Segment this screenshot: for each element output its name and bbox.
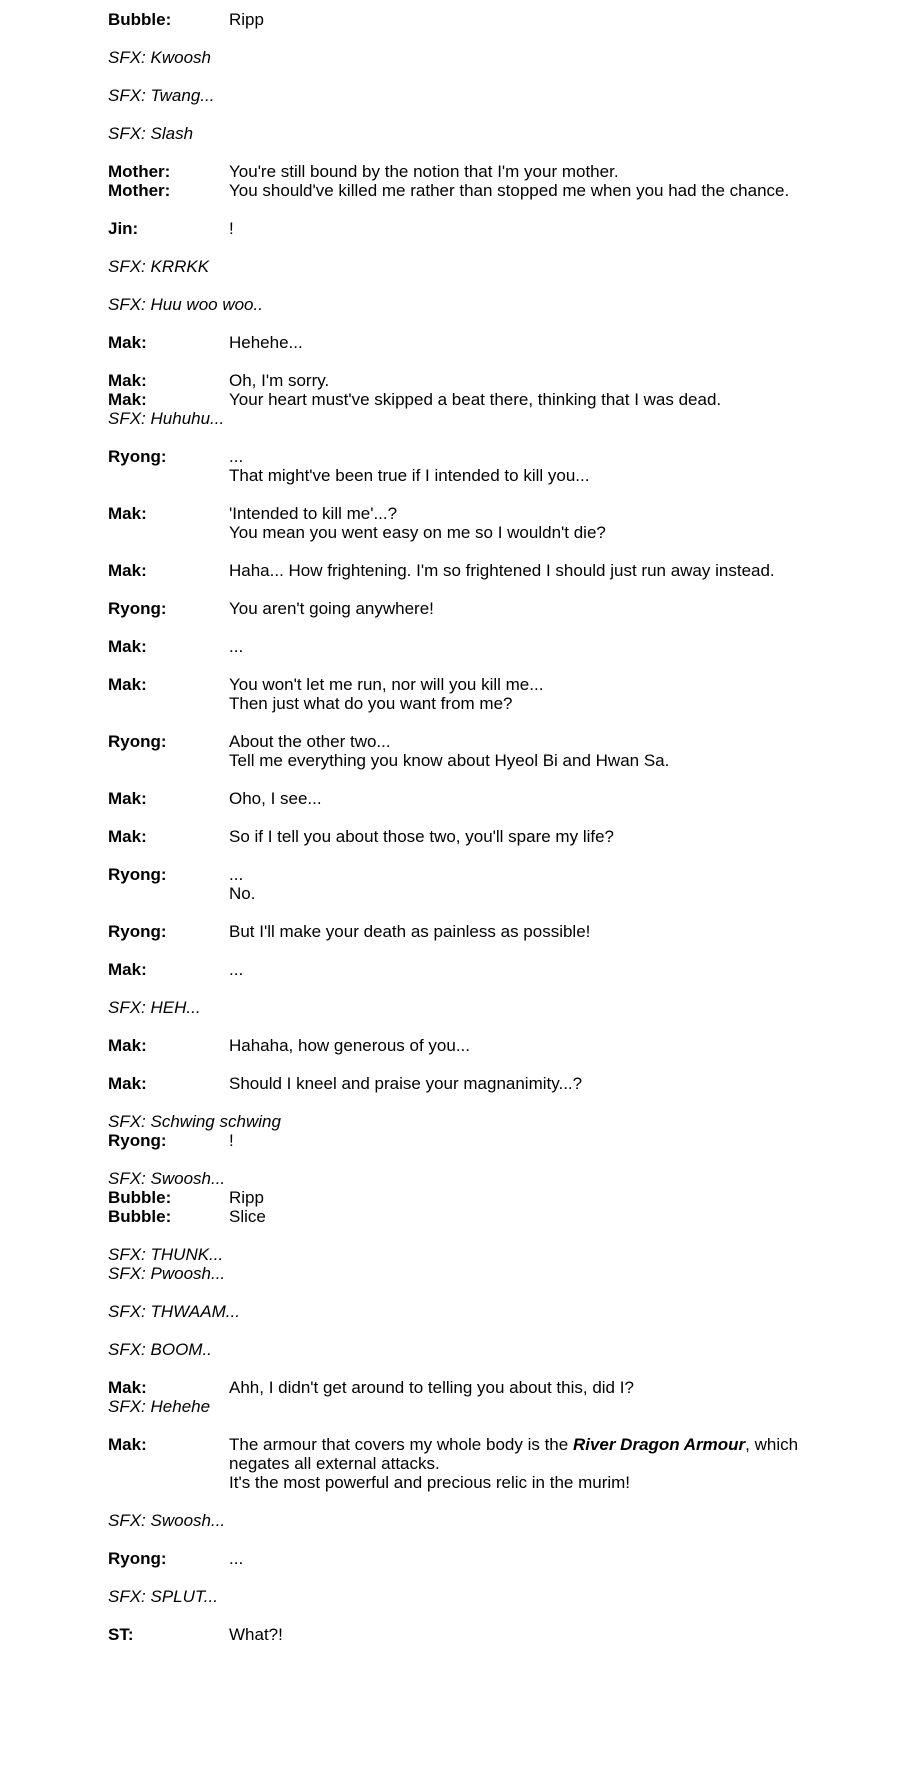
speaker-label: Mak: [108, 390, 147, 409]
dialogue-text: Hahaha, how generous of you... [229, 1036, 470, 1055]
sfx-line: SFX: Twang... [108, 86, 215, 105]
dialogue-text: ... [229, 960, 244, 979]
dialogue-line [108, 447, 808, 466]
dialogue-text-part: The armour that covers my whole body is the [229, 1435, 573, 1454]
dialogue-line [108, 504, 808, 523]
dialogue-line [108, 694, 808, 713]
dialogue-text: Your heart must've skipped a beat there, thinking that I was dead. [229, 390, 722, 409]
dialogue-text: So if I tell you about those two, you'll spare my life? [229, 827, 614, 846]
speaker-label: Mak: [108, 1074, 147, 1093]
speaker-label: Mak: [108, 1378, 147, 1397]
sfx-line: SFX: Pwoosh... [108, 1264, 226, 1283]
speaker-label: Mother: [108, 181, 171, 200]
dialogue-line [108, 523, 808, 542]
speaker-label: ST: [108, 1625, 134, 1644]
dialogue-line [108, 1625, 808, 1644]
speaker-label: Ryong: [108, 1131, 167, 1150]
dialogue-text: Ripp [229, 10, 264, 29]
dialogue-line [108, 162, 808, 181]
sfx-line: SFX: Swoosh... [108, 1511, 226, 1530]
dialogue-text: But I'll make your death as painless as possible! [229, 922, 591, 941]
dialogue-line [108, 1549, 808, 1568]
speaker-label: Mak: [108, 1435, 147, 1454]
sfx-line: SFX: THWAAM... [108, 1302, 240, 1321]
speaker-label: Mak: [108, 675, 147, 694]
dialogue-text: Hehehe... [229, 333, 303, 352]
dialogue-text: Oh, I'm sorry. [229, 371, 330, 390]
dialogue-line [108, 1435, 808, 1473]
sfx-line: SFX: THUNK... [108, 1245, 224, 1264]
dialogue-text: Tell me everything you know about Hyeol Bi and Hwan Sa. [229, 751, 670, 770]
sfx-line: SFX: Slash [108, 124, 194, 143]
dialogue-text: You won't let me run, nor will you kill me... [229, 675, 544, 694]
sfx-line: SFX: Kwoosh [108, 48, 211, 67]
speaker-label: Bubble: [108, 1188, 172, 1207]
dialogue-line [108, 1131, 808, 1150]
speaker-label: Mak: [108, 561, 147, 580]
dialogue-line [108, 333, 808, 352]
dialogue-text: Ahh, I didn't get around to telling you about this, did I? [229, 1378, 634, 1397]
dialogue-line [108, 637, 808, 656]
speaker-label: Ryong: [108, 922, 167, 941]
script-document [108, 10, 808, 1644]
dialogue-text: No. [229, 884, 256, 903]
dialogue-text: It's the most powerful and precious relic in the murim! [229, 1473, 631, 1492]
dialogue-line [108, 922, 808, 941]
dialogue-line [108, 599, 808, 618]
relic-name: River Dragon Armour [572, 1435, 746, 1454]
dialogue-line [108, 466, 808, 485]
speaker-label: Ryong: [108, 1549, 167, 1568]
speaker-label: Mak: [108, 827, 147, 846]
speaker-label: Mak: [108, 333, 147, 352]
dialogue-line [108, 960, 808, 979]
speaker-label: Mak: [108, 504, 147, 523]
dialogue-line [108, 561, 808, 580]
dialogue-text: 'Intended to kill me'...? [229, 504, 398, 523]
dialogue-text-part: , which negates all external attacks. [229, 1435, 799, 1473]
dialogue-line [108, 884, 808, 903]
dialogue-line [108, 751, 808, 770]
dialogue-line [108, 1378, 808, 1397]
dialogue-text: ... [229, 1549, 244, 1568]
dialogue-line [108, 1207, 808, 1226]
speaker-label: Jin: [108, 219, 139, 238]
dialogue-line [108, 390, 808, 409]
speaker-label: Mak: [108, 1036, 147, 1055]
dialogue-text: Ripp [229, 1188, 264, 1207]
sfx-line: SFX: SPLUT... [108, 1587, 218, 1606]
dialogue-line [108, 1188, 808, 1207]
sfx-line: SFX: Huu woo woo.. [108, 295, 263, 314]
dialogue-text: Should I kneel and praise your magnanimity...? [229, 1074, 583, 1093]
dialogue-line [108, 10, 808, 29]
dialogue-text: About the other two... [229, 732, 391, 751]
dialogue-text: Slice [229, 1207, 266, 1226]
dialogue-text: You aren't going anywhere! [229, 599, 434, 618]
speaker-label: Mak: [108, 637, 147, 656]
sfx-line: SFX: BOOM.. [108, 1340, 212, 1359]
dialogue-text: What?! [229, 1625, 283, 1644]
sfx-line: SFX: Schwing schwing [108, 1112, 281, 1131]
dialogue-line [108, 732, 808, 751]
dialogue-text: ! [229, 219, 234, 238]
dialogue-text: ... [229, 447, 244, 466]
dialogue-line [108, 675, 808, 694]
dialogue-text: Haha... How frightening. I'm so frightened I should just run away instead. [229, 561, 775, 580]
speaker-label: Ryong: [108, 599, 167, 618]
dialogue-text: ... [229, 637, 244, 656]
dialogue-text: Oho, I see... [229, 789, 322, 808]
dialogue-line [108, 1036, 808, 1055]
speaker-label: Mother: [108, 162, 171, 181]
dialogue-text [229, 1435, 804, 1473]
dialogue-text: You should've killed me rather than stopped me when you had the chance. [229, 181, 790, 200]
speaker-label: Ryong: [108, 447, 167, 466]
speaker-label: Mak: [108, 371, 147, 390]
dialogue-line [108, 1074, 808, 1093]
speaker-label: Mak: [108, 789, 147, 808]
sfx-line: SFX: HEH... [108, 998, 201, 1017]
speaker-label: Ryong: [108, 732, 167, 751]
dialogue-line [108, 371, 808, 390]
sfx-line: SFX: KRRKK [108, 257, 210, 276]
dialogue-line [108, 865, 808, 884]
dialogue-line [108, 219, 808, 238]
sfx-line: SFX: Huhuhu... [108, 409, 225, 428]
dialogue-text: That might've been true if I intended to kill you... [229, 466, 590, 485]
dialogue-line [108, 827, 808, 846]
dialogue-text: You mean you went easy on me so I wouldn't die? [229, 523, 606, 542]
dialogue-text: ... [229, 865, 244, 884]
speaker-label: Bubble: [108, 10, 172, 29]
speaker-label: Mak: [108, 960, 147, 979]
dialogue-line [108, 1473, 808, 1492]
dialogue-text: Then just what do you want from me? [229, 694, 513, 713]
speaker-label: Ryong: [108, 865, 167, 884]
dialogue-text: ! [229, 1131, 234, 1150]
sfx-line: SFX: Hehehe [108, 1397, 211, 1416]
sfx-line: SFX: Swoosh... [108, 1169, 226, 1188]
speaker-label: Bubble: [108, 1207, 172, 1226]
dialogue-text: You're still bound by the notion that I'm your mother. [229, 162, 619, 181]
dialogue-line [108, 181, 808, 200]
dialogue-line [108, 789, 808, 808]
